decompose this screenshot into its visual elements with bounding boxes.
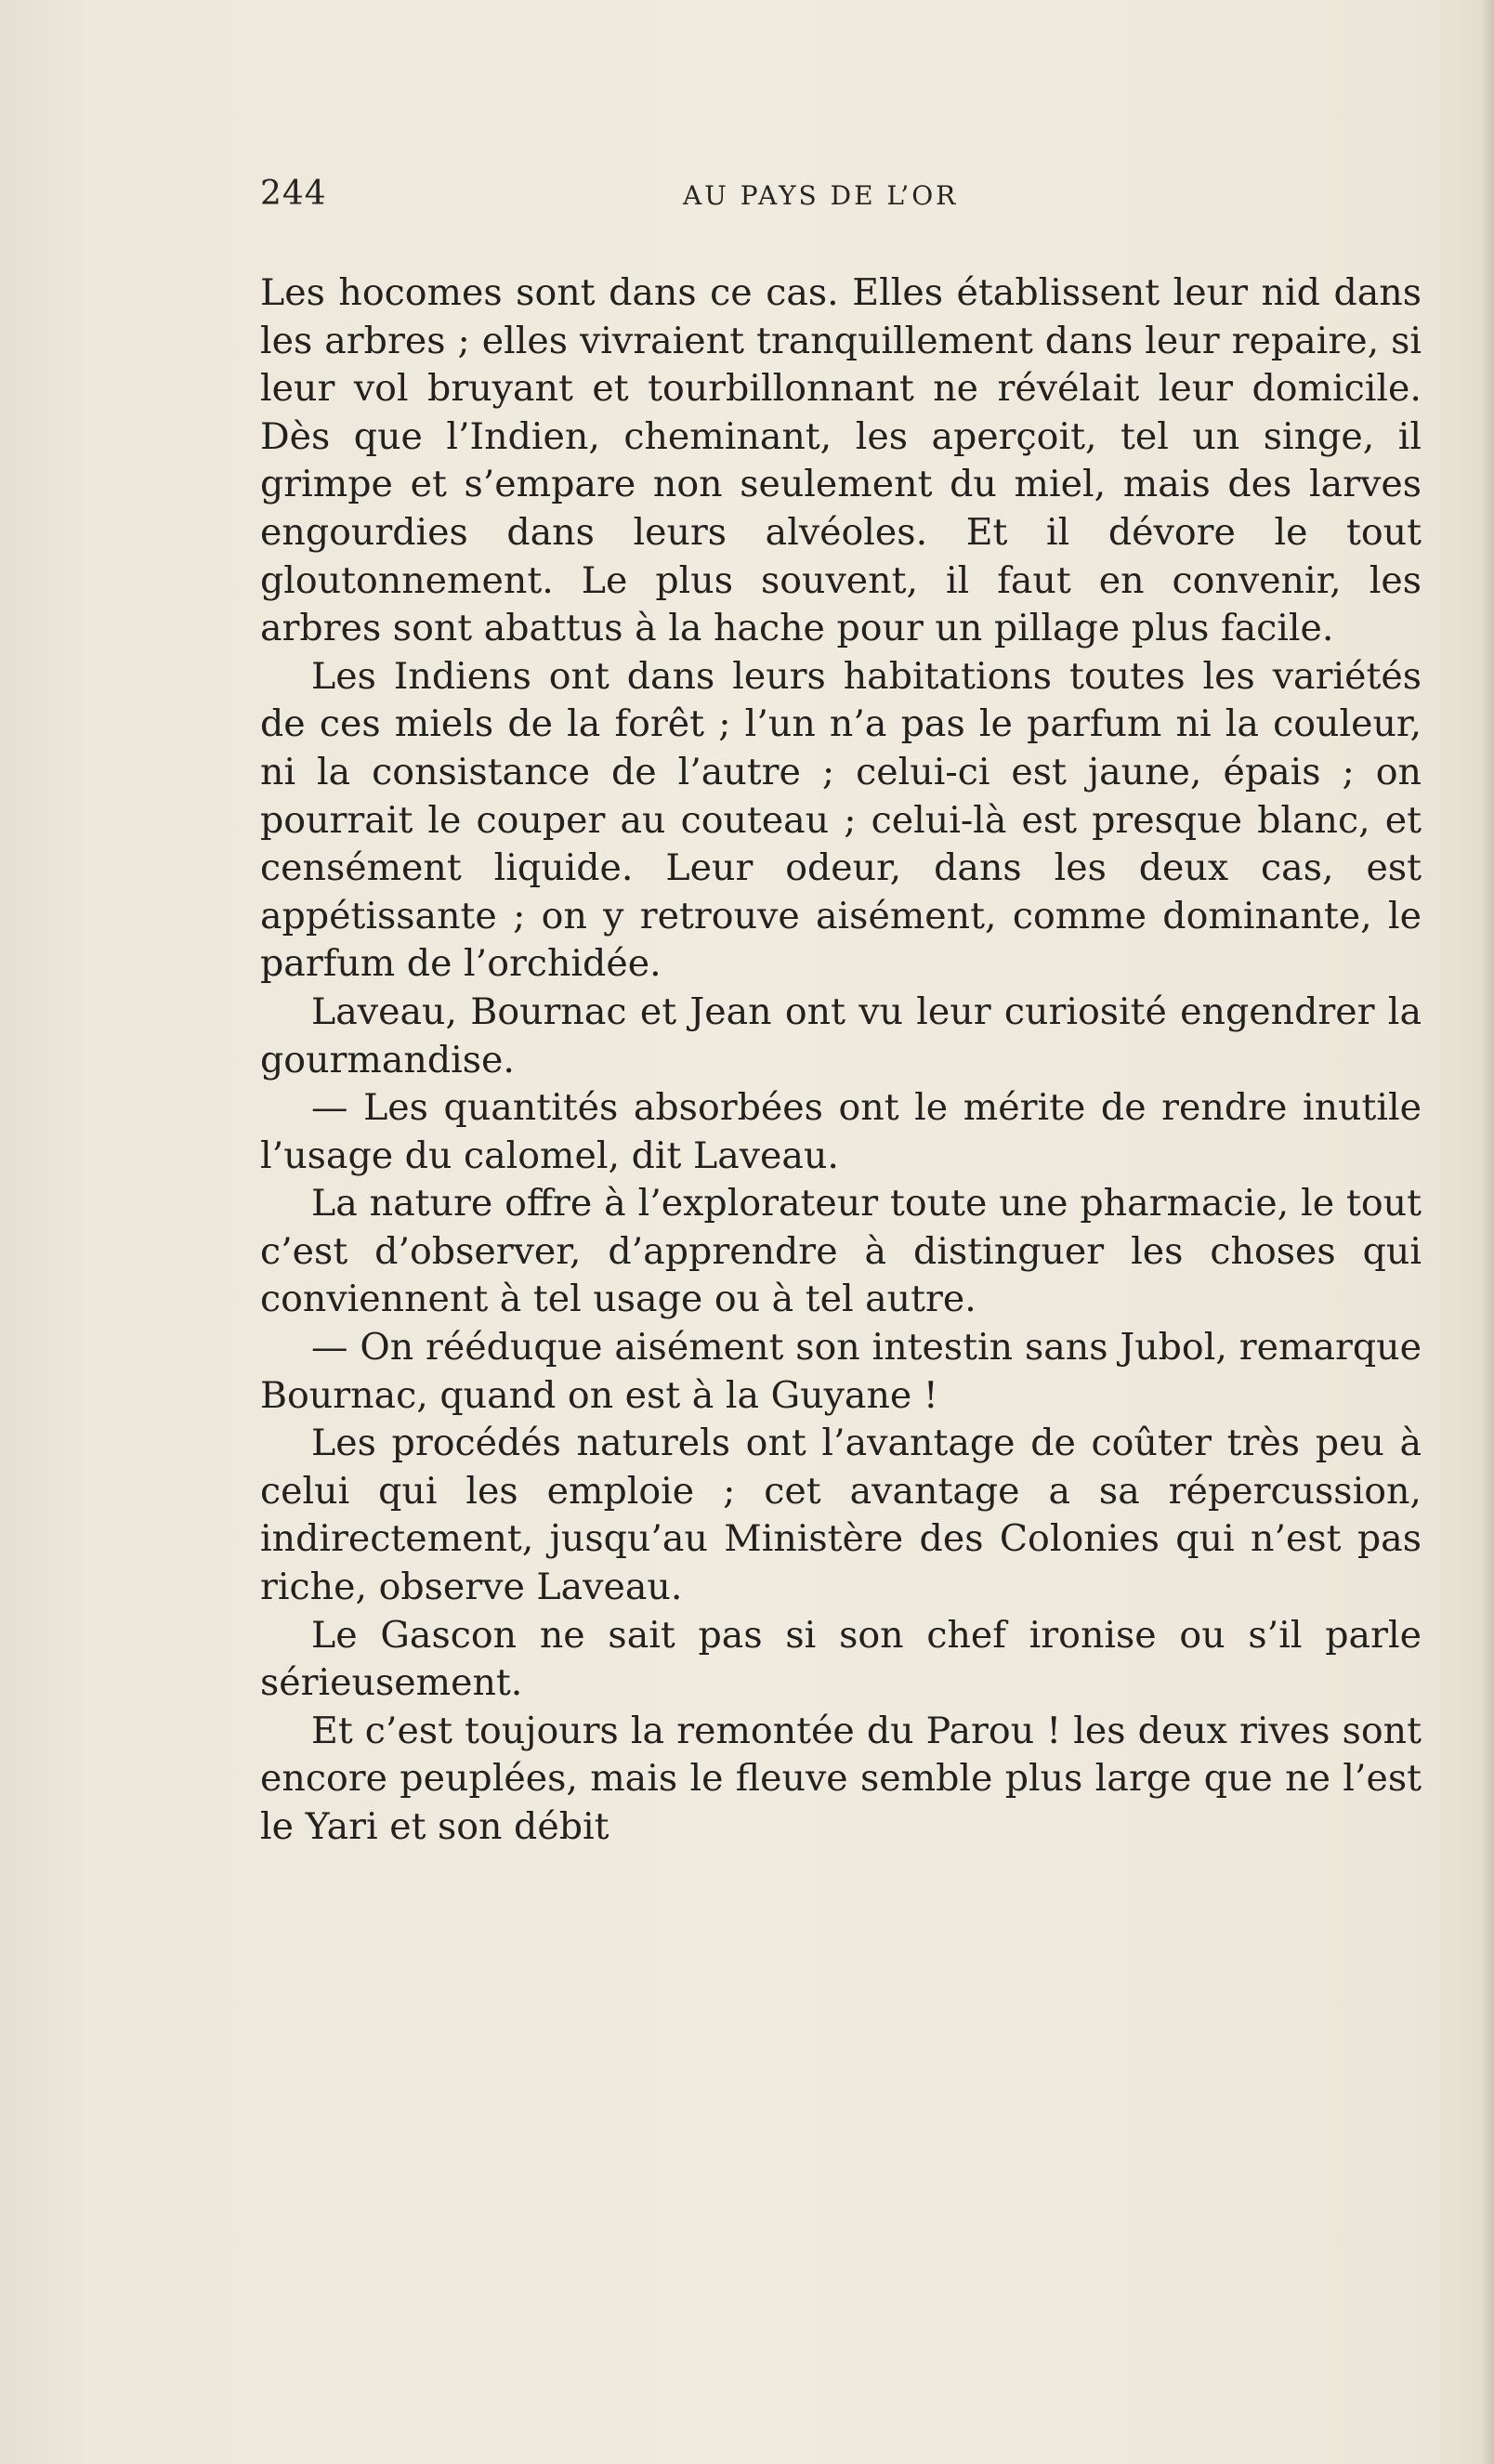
page-header <box>260 175 1422 221</box>
paragraph: Les hocomes sont dans ce cas. Elles établissent leur nid dans les arbres ; elles vivraient tranquillement dans leur repaire, si leur vol bruyant et tourbillonnant ne révélait leur domicile. Dès que l’Indien, cheminant, les aperçoit, tel un singe, il grimpe et s’empare non seulement du miel, mais des larves engourdies dans leurs alvéoles. Et il dévore le tout gloutonnement. Le plus souvent, il faut en convenir, les arbres sont abattus à la hache pour un pillage plus facile. <box>260 271 1422 650</box>
paragraph: Les Indiens ont dans leurs habitations toutes les variétés de ces miels de la forêt ; l’un n’a pas le parfum ni la couleur, ni la consistance de l’autre ; celui-ci est jaune, épais ; on pourrait le couper au couteau ; celui-là est presque blanc, et censément liquide. Leur odeur, dans les deux cas, est appétissante ; on y retrouve aisément, comme dominante, le parfum de l’orchidée. <box>260 654 1422 986</box>
paragraph: Et c’est toujours la remontée du Parou ! les deux rives sont encore peuplées, mais le fleuve semble plus large que ne l’est le Yari et son débit <box>260 1709 1422 1848</box>
paragraph: Les procédés naturels ont l’avantage de coûter très peu à celui qui les emploie ; cet avantage a sa répercussion, indirectement, jusqu’au Ministère des Colonies qui n’est pas riche, observe Laveau. <box>260 1422 1422 1609</box>
body-text <box>260 269 1422 1852</box>
paragraph: — Les quantités absorbées ont le mérite de rendre inutile l’usage du calomel, dit Laveau. <box>260 1086 1422 1177</box>
page-number: 244 <box>260 175 327 213</box>
page-edge-shadow <box>1481 0 1494 2464</box>
running-title: AU PAYS DE L’OR <box>683 180 959 211</box>
paragraph: — On rééduque aisément son intestin sans Jubol, remarque Bournac, quand on est à la Guyane ! <box>260 1326 1422 1417</box>
paragraph: Laveau, Bournac et Jean ont vu leur curiosité engendrer la gourmandise. <box>260 990 1422 1081</box>
paragraph: Le Gascon ne sait pas si son chef ironise ou s’il parle sérieusement. <box>260 1613 1422 1705</box>
paragraph: La nature offre à l’explorateur toute une pharmacie, le tout c’est d’observer, d’apprendre à distinguer les choses qui conviennent à tel usage ou à tel autre. <box>260 1182 1422 1321</box>
